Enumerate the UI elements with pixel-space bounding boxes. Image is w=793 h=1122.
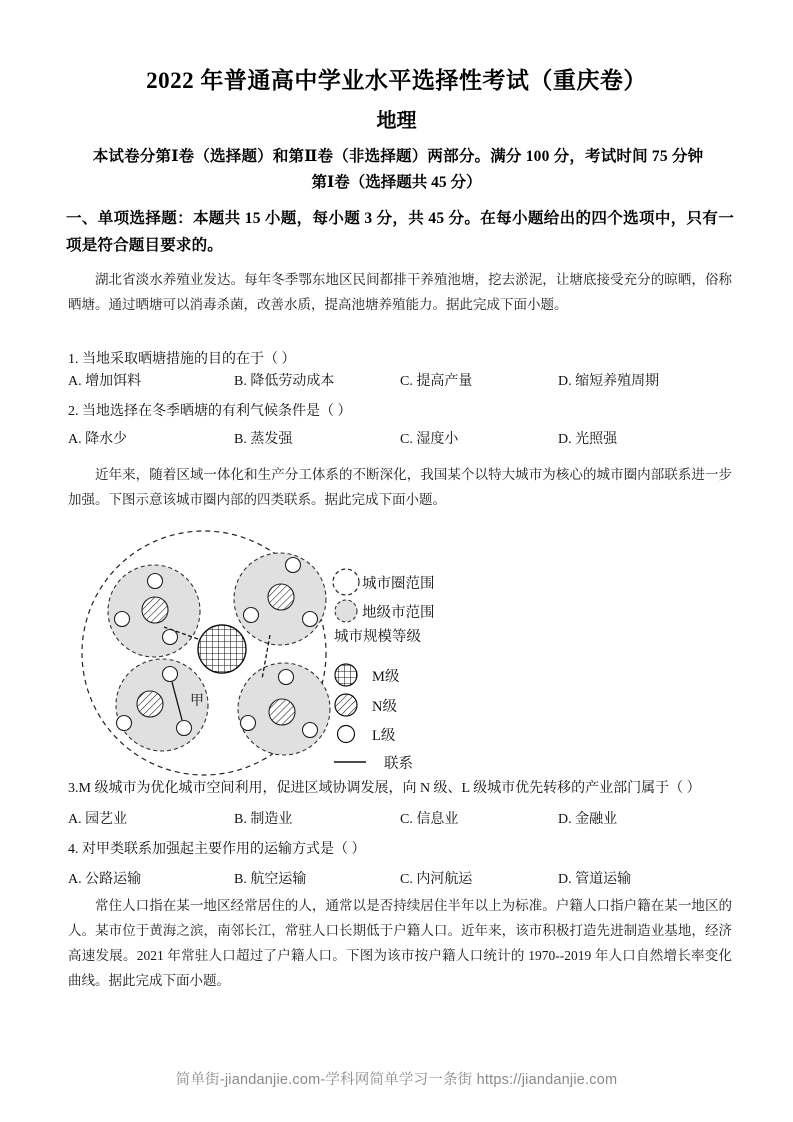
legend-label-prefecture: 地级市范围	[362, 605, 435, 621]
subject-title: 地理	[376, 110, 417, 132]
option-2-c[interactable]: C. 湿度小	[400, 432, 459, 447]
section-heading: 第Ⅰ卷（选择题共 45 分）	[311, 174, 482, 191]
option-1-b[interactable]: B. 降低劳动成本	[234, 374, 335, 389]
legend-grade-l-icon	[338, 726, 355, 743]
legend-label-grade-n: N级	[372, 699, 397, 715]
option-4-a[interactable]: A. 公路运输	[68, 872, 142, 887]
exam-info-line: 本试卷分第Ⅰ卷（选择题）和第Ⅱ卷（非选择题）两部分。满分 100 分，考试时间 75 分钟	[92, 148, 704, 165]
option-2-d[interactable]: D. 光照强	[558, 432, 618, 447]
option-1-c[interactable]: C. 提高产量	[400, 374, 473, 389]
prefecture-top-right	[234, 553, 326, 645]
core-city-m-level	[198, 625, 246, 673]
question-4-options	[68, 868, 736, 888]
figure-legend	[333, 569, 435, 772]
legend-label-grade-l: L级	[372, 728, 396, 744]
option-3-c[interactable]: C. 信息业	[400, 812, 459, 827]
legend-label-city-circle: 城市圈范围	[362, 576, 435, 592]
legend-label-scale-grade: 城市规模等级	[334, 629, 421, 645]
question-3-options	[68, 808, 736, 828]
footer-watermark: 简单街-jiandanjie.com-学科网简单学习一条街 https://jiandanjie.com	[175, 1072, 618, 1088]
option-1-d[interactable]: D. 缩短养殖周期	[558, 374, 660, 389]
question-2-options	[68, 428, 736, 448]
prefecture-top-left	[108, 565, 200, 657]
urban-circle-diagram	[62, 527, 532, 779]
option-2-a[interactable]: A. 降水少	[68, 432, 128, 447]
question-4-stem: 4. 对甲类联系加强起主要作用的运输方式是（ ）	[68, 842, 366, 857]
option-3-a[interactable]: A. 园艺业	[68, 812, 128, 827]
passage-fish-pond: 湖北省淡水养殖业发达。每年冬季鄂东地区民间都排干养殖池塘，挖去淤泥，让塘底接受充分的晾晒，俗称晒塘。通过晒塘可以消毒杀菌，改善水质，提高池塘养殖能力。据此完成下面小题。	[68, 272, 732, 312]
option-4-d[interactable]: D. 管道运输	[558, 872, 632, 887]
question-3-stem: 3.M 级城市为优化城市空间利用，促进区域协调发展，向 N 级、L 级城市优先转移的产业部门属于（ ）	[68, 781, 701, 796]
option-2-b[interactable]: B. 蒸发强	[234, 432, 293, 447]
legend-grade-m-icon	[335, 664, 357, 686]
passage-urban-circle: 近年来，随着区域一体化和生产分工体系的不断深化，我国某个以特大城市为核心的城市圈内部联系进一步加强。下图示意该城市圈内部的四类联系。据此完成下面小题。	[68, 467, 732, 507]
option-3-b[interactable]: B. 制造业	[234, 812, 293, 827]
page-title: 2022 年普通高中学业水平选择性考试（重庆卷）	[146, 68, 647, 93]
legend-grade-n-icon	[335, 694, 357, 716]
option-3-d[interactable]: D. 金融业	[558, 812, 618, 827]
option-1-a[interactable]: A. 增加饵料	[68, 374, 142, 389]
question-1-options	[68, 370, 736, 390]
option-4-b[interactable]: B. 航空运输	[234, 872, 307, 887]
option-4-c[interactable]: C. 内河航运	[400, 872, 473, 887]
legend-prefecture-icon	[335, 600, 357, 622]
section-instruction: 一、单项选择题：本题共 15 小题，每小题 3 分，共 45 分。在每小题给出的四个选项中，只有一项是符合题目要求的。	[66, 210, 734, 254]
prefecture-bottom-right	[238, 663, 330, 755]
legend-label-connection: 联系	[384, 756, 413, 772]
passage-population: 常住人口指在某一地区经常居住的人，通常以是否持续居住半年以上为标准。户籍人口指户籍在某一地区的人。某市位于黄海之滨，南邻长江，常驻人口长期低于户籍人口。近年来，该市积极打造先进制造业基地，经济高速发展。2021 年常驻人口超过了户籍人口。下图为该市按户籍人口统计的 1970--2019 年人口自然增长率变化曲线。据此完成下面小题。	[68, 898, 732, 988]
legend-label-grade-m: M级	[372, 669, 400, 685]
question-1-stem: 1. 当地采取晒塘措施的目的在于（ ）	[68, 352, 296, 367]
figure-label-jia: 甲	[190, 694, 204, 709]
legend-city-circle-icon	[333, 569, 359, 595]
question-2-stem: 2. 当地选择在冬季晒塘的有利气候条件是（ ）	[68, 404, 352, 419]
